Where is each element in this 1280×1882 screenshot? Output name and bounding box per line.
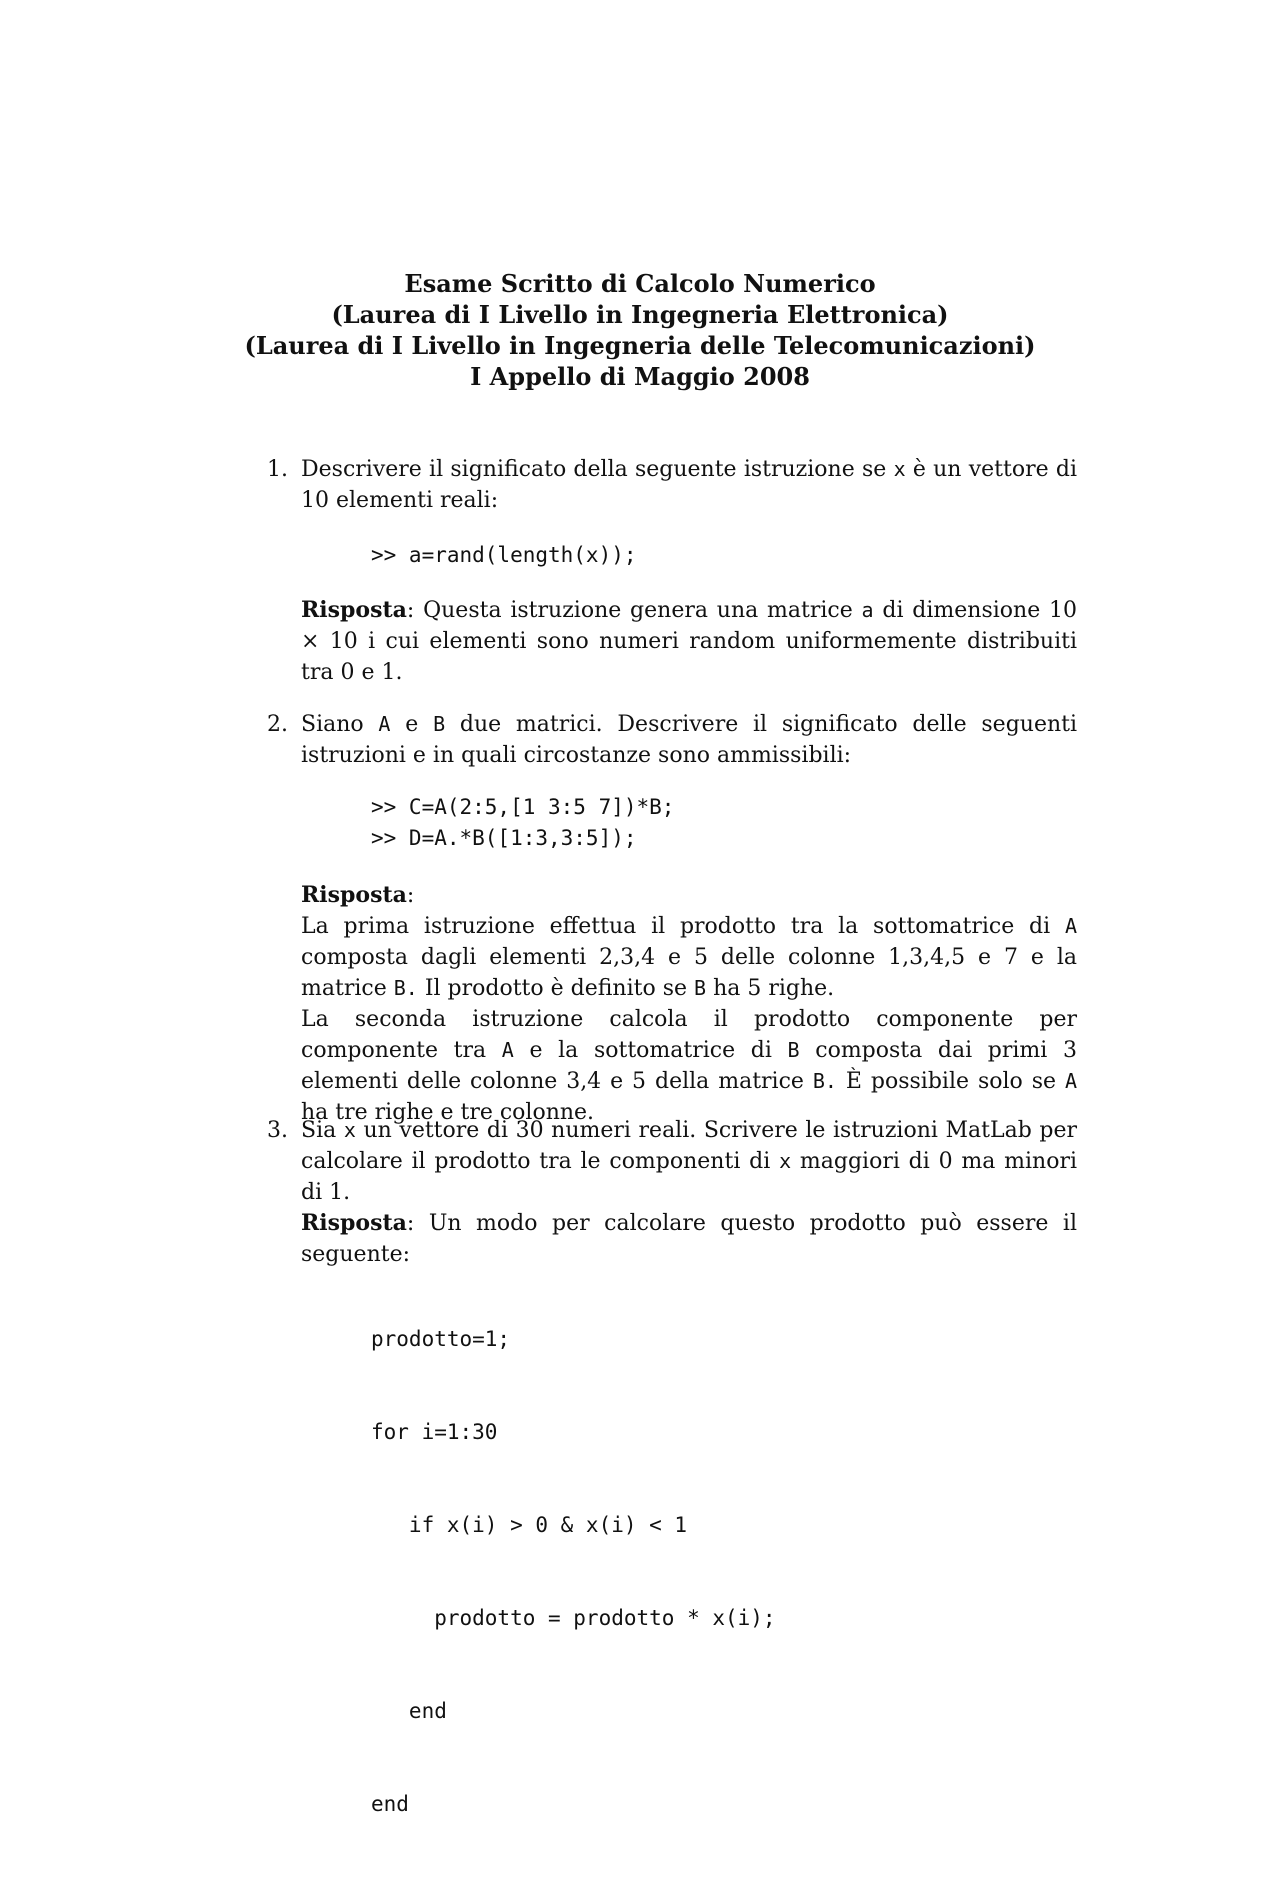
- question-1-number: 1.: [267, 457, 288, 482]
- q2-p1-var-b2: B: [694, 976, 707, 1000]
- q2-p2-a: La seconda istruzione calcola il prodotto componente per componente tra: [301, 1007, 1077, 1063]
- q2-p1-var-a: A: [1064, 914, 1077, 938]
- q2-p2-c: composta dai primi 3 elementi delle colonne 3,4 e 5 della matrice: [301, 1038, 1077, 1094]
- header-session: I Appello di Maggio 2008: [470, 362, 810, 391]
- q2-p1-a: La prima istruzione effettua il prodotto tra la sottomatrice di: [301, 914, 1051, 939]
- header-title: Esame Scritto di Calcolo Numerico: [404, 269, 876, 298]
- q2-p2-b: e la sottomatrice di: [529, 1038, 772, 1063]
- header-degree-electronics: (Laurea di I Livello in Ingegneria Elettronica): [331, 300, 949, 329]
- q2-answer-paragraph-2: [301, 1004, 1077, 1128]
- q2-p2-e: ha tre righe e tre colonne.: [301, 1100, 595, 1125]
- q1-answer-b: di dimensione 10 × 10 i cui elementi sono numeri random uniformemente distribuiti tra 0 e 1.: [301, 598, 1077, 685]
- q2-p2-var-b: B: [787, 1038, 800, 1062]
- q1-var-a: a: [861, 598, 874, 622]
- q1-answer-a: : Questa istruzione genera una matrice: [406, 598, 853, 623]
- code-line: prodotto = prodotto * x(i);: [371, 1606, 776, 1630]
- q1-text-a: Descrivere il significato della seguente istruzione se: [301, 457, 887, 482]
- code-line: prodotto=1;: [371, 1327, 511, 1351]
- q1-text-b: è un vettore di 10 elementi reali:: [301, 457, 1077, 513]
- q2-p2-d: È possibile solo se: [845, 1069, 1057, 1094]
- question-2-answer: [301, 880, 1077, 1128]
- question-3-number: 3.: [267, 1118, 288, 1143]
- q1-code: >> a=rand(length(x));: [371, 543, 637, 567]
- q2-var-a: A: [378, 712, 391, 736]
- q2-answer-paragraph-1: [301, 911, 1077, 1004]
- q3-answer-text: : Un modo per calcolare questo prodotto può essere il seguente:: [301, 1211, 1077, 1267]
- q2-p1-var-b: B.: [393, 976, 418, 1000]
- code-line: for i=1:30: [371, 1420, 498, 1444]
- q2-p1-b: composta dagli elementi 2,3,4 e 5 delle colonne 1,3,4,5 e 7 e la matrice: [301, 945, 1077, 1001]
- q2-p1-d: ha 5 righe.: [713, 976, 835, 1001]
- question-3-text: [301, 1115, 1077, 1270]
- q3-code-block: [371, 1262, 776, 1882]
- exam-header: [0, 268, 1280, 392]
- code-line: if x(i) > 0 & x(i) < 1: [371, 1513, 688, 1537]
- q2-var-b: B: [433, 712, 446, 736]
- q2-code-1: >> C=A(2:5,[1 3:5 7])*B;: [371, 795, 675, 819]
- q3-var-x: x: [343, 1118, 356, 1142]
- q2-p2-var-a2: A: [1064, 1069, 1077, 1093]
- q2-answer-label: Risposta: [301, 882, 407, 908]
- q2-code-2: >> D=A.*B([1:3,3:5]);: [371, 826, 637, 850]
- question-2-text: [301, 709, 1077, 771]
- q2-p2-var-b2: B.: [812, 1069, 837, 1093]
- q3-text-b: un vettore di 30 numeri reali. Scrivere le istruzioni MatLab per calcolare il prodotto tra le componenti di: [301, 1118, 1078, 1174]
- code-line: end: [371, 1792, 409, 1816]
- question-2-number: 2.: [267, 712, 288, 737]
- q2-answer-colon: :: [406, 883, 415, 908]
- q1-answer-label: Risposta: [301, 597, 407, 623]
- q2-text-a: Siano: [301, 712, 364, 737]
- q3-var-x2: x: [779, 1149, 792, 1173]
- q2-text-b: e: [405, 712, 419, 737]
- q3-answer-label: Risposta: [301, 1210, 407, 1236]
- q2-answer-heading: [301, 880, 1077, 911]
- question-1-text: [301, 454, 1077, 516]
- q2-p2-var-a: A: [501, 1038, 514, 1062]
- q2-text-c: due matrici. Descrivere il significato delle seguenti istruzioni e in quali circostanze sono ammissibili:: [301, 712, 1078, 768]
- q2-p1-c: Il prodotto è definito se: [424, 976, 688, 1001]
- q1-var-x: x: [893, 457, 906, 481]
- q3-text-c: maggiori di 0 ma minori di 1.: [301, 1149, 1077, 1205]
- q3-text-a: Sia: [301, 1118, 337, 1143]
- header-degree-telecom: (Laurea di I Livello in Ingegneria delle Telecomunicazioni): [244, 331, 1036, 360]
- question-1-answer: [301, 595, 1077, 688]
- code-line: end: [371, 1699, 447, 1723]
